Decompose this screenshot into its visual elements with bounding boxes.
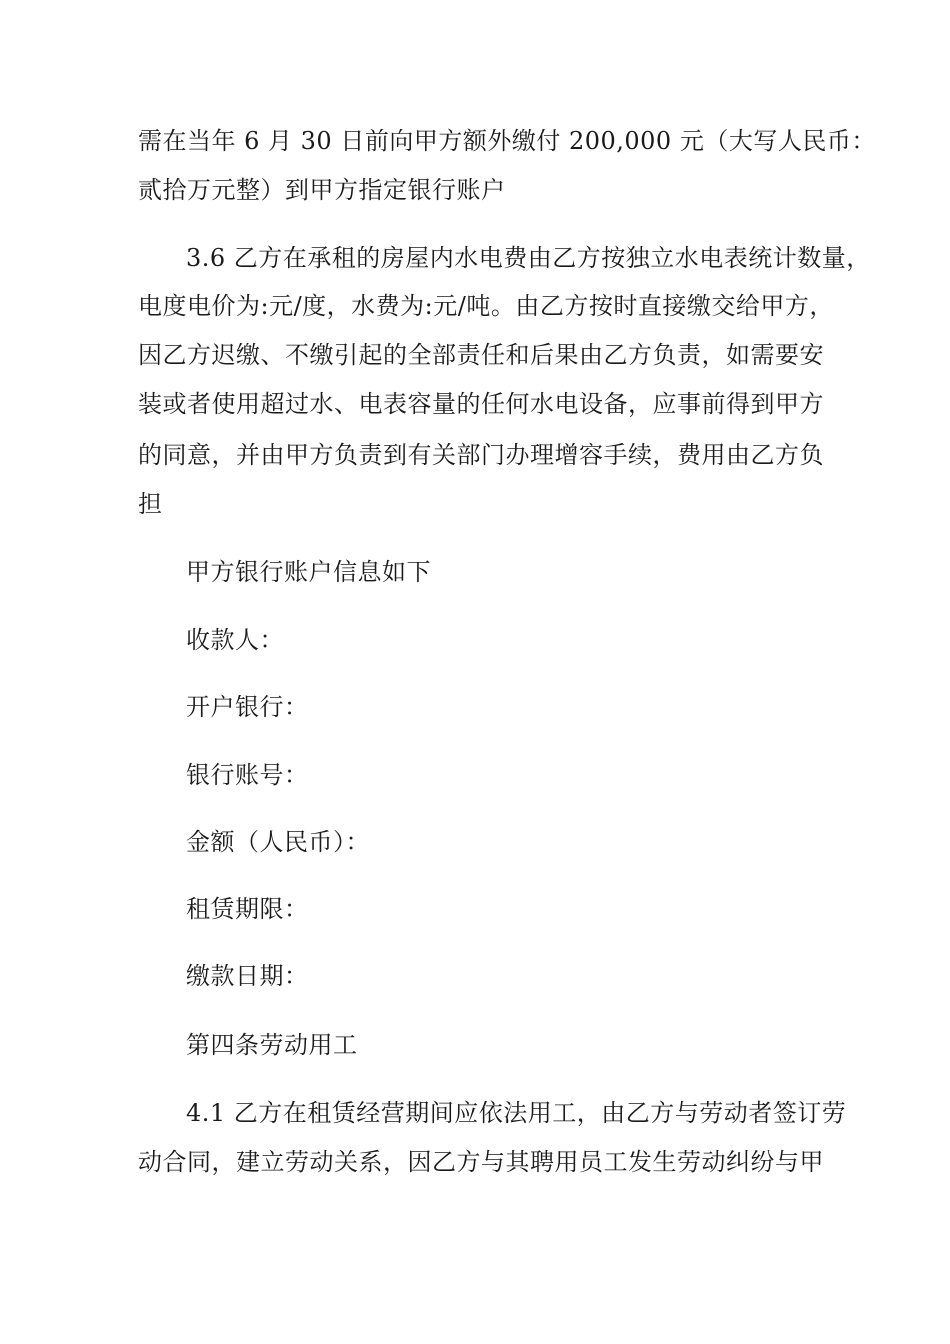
amount-field-label: 金额（人民币）：	[186, 828, 370, 856]
bank-info-heading: 甲方银行账户信息如下	[186, 558, 431, 586]
payee-field-label: 收款人：	[186, 626, 284, 654]
account-field-label: 银行账号：	[186, 761, 309, 789]
paragraph-3-6-line-2: 电度电价为:元/度，水费为:元/吨。由乙方按时直接缴交给甲方，	[138, 292, 834, 320]
article-4-title: 第四条劳动用工	[186, 1031, 358, 1059]
bank-field-label: 开户银行：	[186, 693, 309, 721]
paragraph-3-6-line-6: 担	[138, 490, 163, 518]
paragraph-3-6-line-3: 因乙方迟缴、不缴引起的全部责任和后果由乙方负责，如需要安	[138, 341, 824, 369]
paragraph-3-6-line-1: 3.6 乙方在承租的房屋内水电费由乙方按独立水电表统计数量，	[186, 244, 871, 272]
paragraph-3-6-line-5: 的同意，并由甲方负责到有关部门办理增容手续，费用由乙方负	[138, 441, 824, 469]
paragraph-3-6-line-4: 装或者使用超过水、电表容量的任何水电设备，应事前得到甲方	[138, 390, 824, 418]
paragraph-4-1-line-2: 动合同，建立劳动关系，因乙方与其聘用员工发生劳动纠纷与甲	[138, 1148, 824, 1176]
paragraph-1-line-2: 贰拾万元整）到甲方指定银行账户	[138, 176, 506, 204]
paragraph-1-line-1: 需在当年 6 月 30 日前向甲方额外缴付 200,000 元（大写人民币：	[138, 127, 876, 155]
payment-date-field-label: 缴款日期：	[186, 962, 309, 990]
paragraph-4-1-line-1: 4.1 乙方在租赁经营期间应依法用工，由乙方与劳动者签订劳	[186, 1099, 847, 1127]
lease-term-field-label: 租赁期限：	[186, 895, 309, 923]
